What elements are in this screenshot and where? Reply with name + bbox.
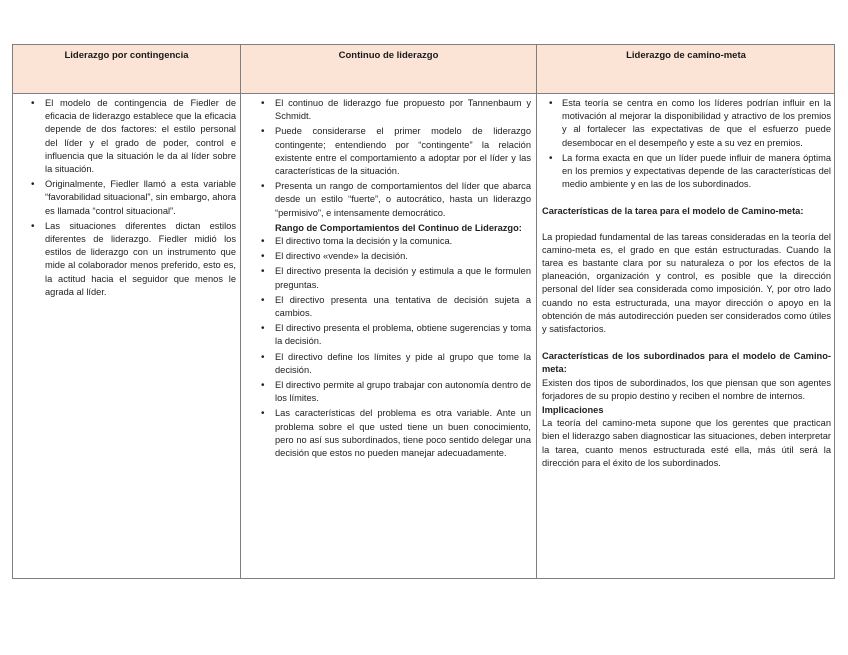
list-item: • El continuo de liderazgo fue propuesto por Tannenbaum y Schmidt. [261,97,531,123]
list-item: • El directivo presenta la decisión y estimula a que le formulen preguntas. [261,265,531,291]
continuo-list-top [261,97,531,220]
list-item: • El directivo define los límites y pide al grupo que tome la decisión. [261,351,531,377]
column-continuo [261,97,531,462]
column-divider [240,45,241,578]
continuo-subtitle: Rango de Comportamientos del Continuo de Liderazgo: [275,222,522,233]
list-item: • El directivo presenta una tentativa de decisión sujeta a cambios. [261,294,531,320]
header-camino-meta: Liderazgo de camino-meta [626,50,746,61]
list-item: • El modelo de contingencia de Fiedler de eficacia de liderazgo establece que la eficacia depende de dos factores: el estilo personal del líder y el grado de poder, control e influencia que la situación le da al líder sobre la situación. [31,97,236,176]
list-item: • Las situaciones diferentes dictan estilos diferentes de liderazgo. Fiedler midió los estilos de liderazgo con un instrumento que mide al colaborador menos preferido, esto es, la actitud hacia el seguidor que menos le agrada al líder. [31,220,236,299]
column-camino-meta [542,97,831,470]
contingencia-list [31,97,236,299]
column-divider [536,45,537,578]
list-item: • El directivo presenta el problema, obtiene sugerencias y toma la decisión. [261,322,531,348]
list-item: • Esta teoría se centra en como los líderes podrían influir en la motivación al mejorar la disponibilidad y atractivo de los premios y al fortalecer las expectativas de que el esfuerzo puede desembocar en el desempeño y este a su vez en premios. [542,97,831,150]
list-item: • El directivo permite al grupo trabajar con autonomía dentro de los límites. [261,379,531,405]
list-item: • El directivo toma la decisión y la comunica. [261,235,531,248]
implications-text: La teoría del camino-meta supone que los gerentes que practican bien el liderazgo saben diagnosticar las situaciones, deben interpretar la tarea, cuanto menos estructurada esté ella, más útil será la dirección para el éxito de los subordinados. [542,418,831,468]
column-contingencia [31,97,236,301]
list-item: • Las características del problema es otra variable. Ante un problema sobre el que usted tiene un buen conocimiento, pero no así sus subordinados, tiene poco sentido delegar una decisión que estos no pueden manejar adecuadamente. [261,407,531,460]
continuo-list-bottom [261,235,531,460]
list-item: • Presenta un rango de comportamientos del líder que abarca desde un estilo “fuerte”, o autocrático, hasta un liderazgo “permisivo”, e intensamente democrático. [261,180,531,220]
list-item: • Originalmente, Fiedler llamó a esta variable “favorabilidad situacional”, sin embargo, ahora es llamada “control situacional”. [31,178,236,218]
list-item: • Puede considerarse el primer modelo de liderazgo contingente; entendiendo por “contingente” la relación existente entre el comportamiento a adoptar por el líder y las características de la situación. [261,125,531,178]
comparison-table [12,44,835,579]
header-continuo: Continuo de liderazgo [338,50,439,61]
header-contingencia: Liderazgo por contingencia [64,50,189,61]
task-title: Características de la tarea para el modelo de Camino-meta: [542,206,804,217]
list-item: • La forma exacta en que un líder puede influir de manera óptima en los premios y expectativas depende de las características del medio ambiente y en las de los subordinados. [542,152,831,192]
subordinates-text: Existen dos tipos de subordinados, los que piensan que son agentes forjadores de su propio destino y reciben el nombre de internos. [542,377,831,401]
implications-title: Implicaciones [542,405,604,416]
subordinates-title: Características de los subordinados para el modelo de Camino-meta: [542,351,831,375]
task-text: La propiedad fundamental de las tareas consideradas en la teoría del camino-meta es, el grado en que están estructuradas. Cuando la tarea es bastante clara por su naturaleza o por los efectos de la planeación, organización y control, es posible que la dirección personal del líder sea considerada como imposición. Y, por otro lado cuando no esta estructurada, una mayor dirección o apoyo en la obtención de más autodirección pueden ser considerados como útiles y satisfactorios. [542,231,831,335]
list-item: • El directivo «vende» la decisión. [261,250,531,263]
camino-meta-list [542,97,831,191]
